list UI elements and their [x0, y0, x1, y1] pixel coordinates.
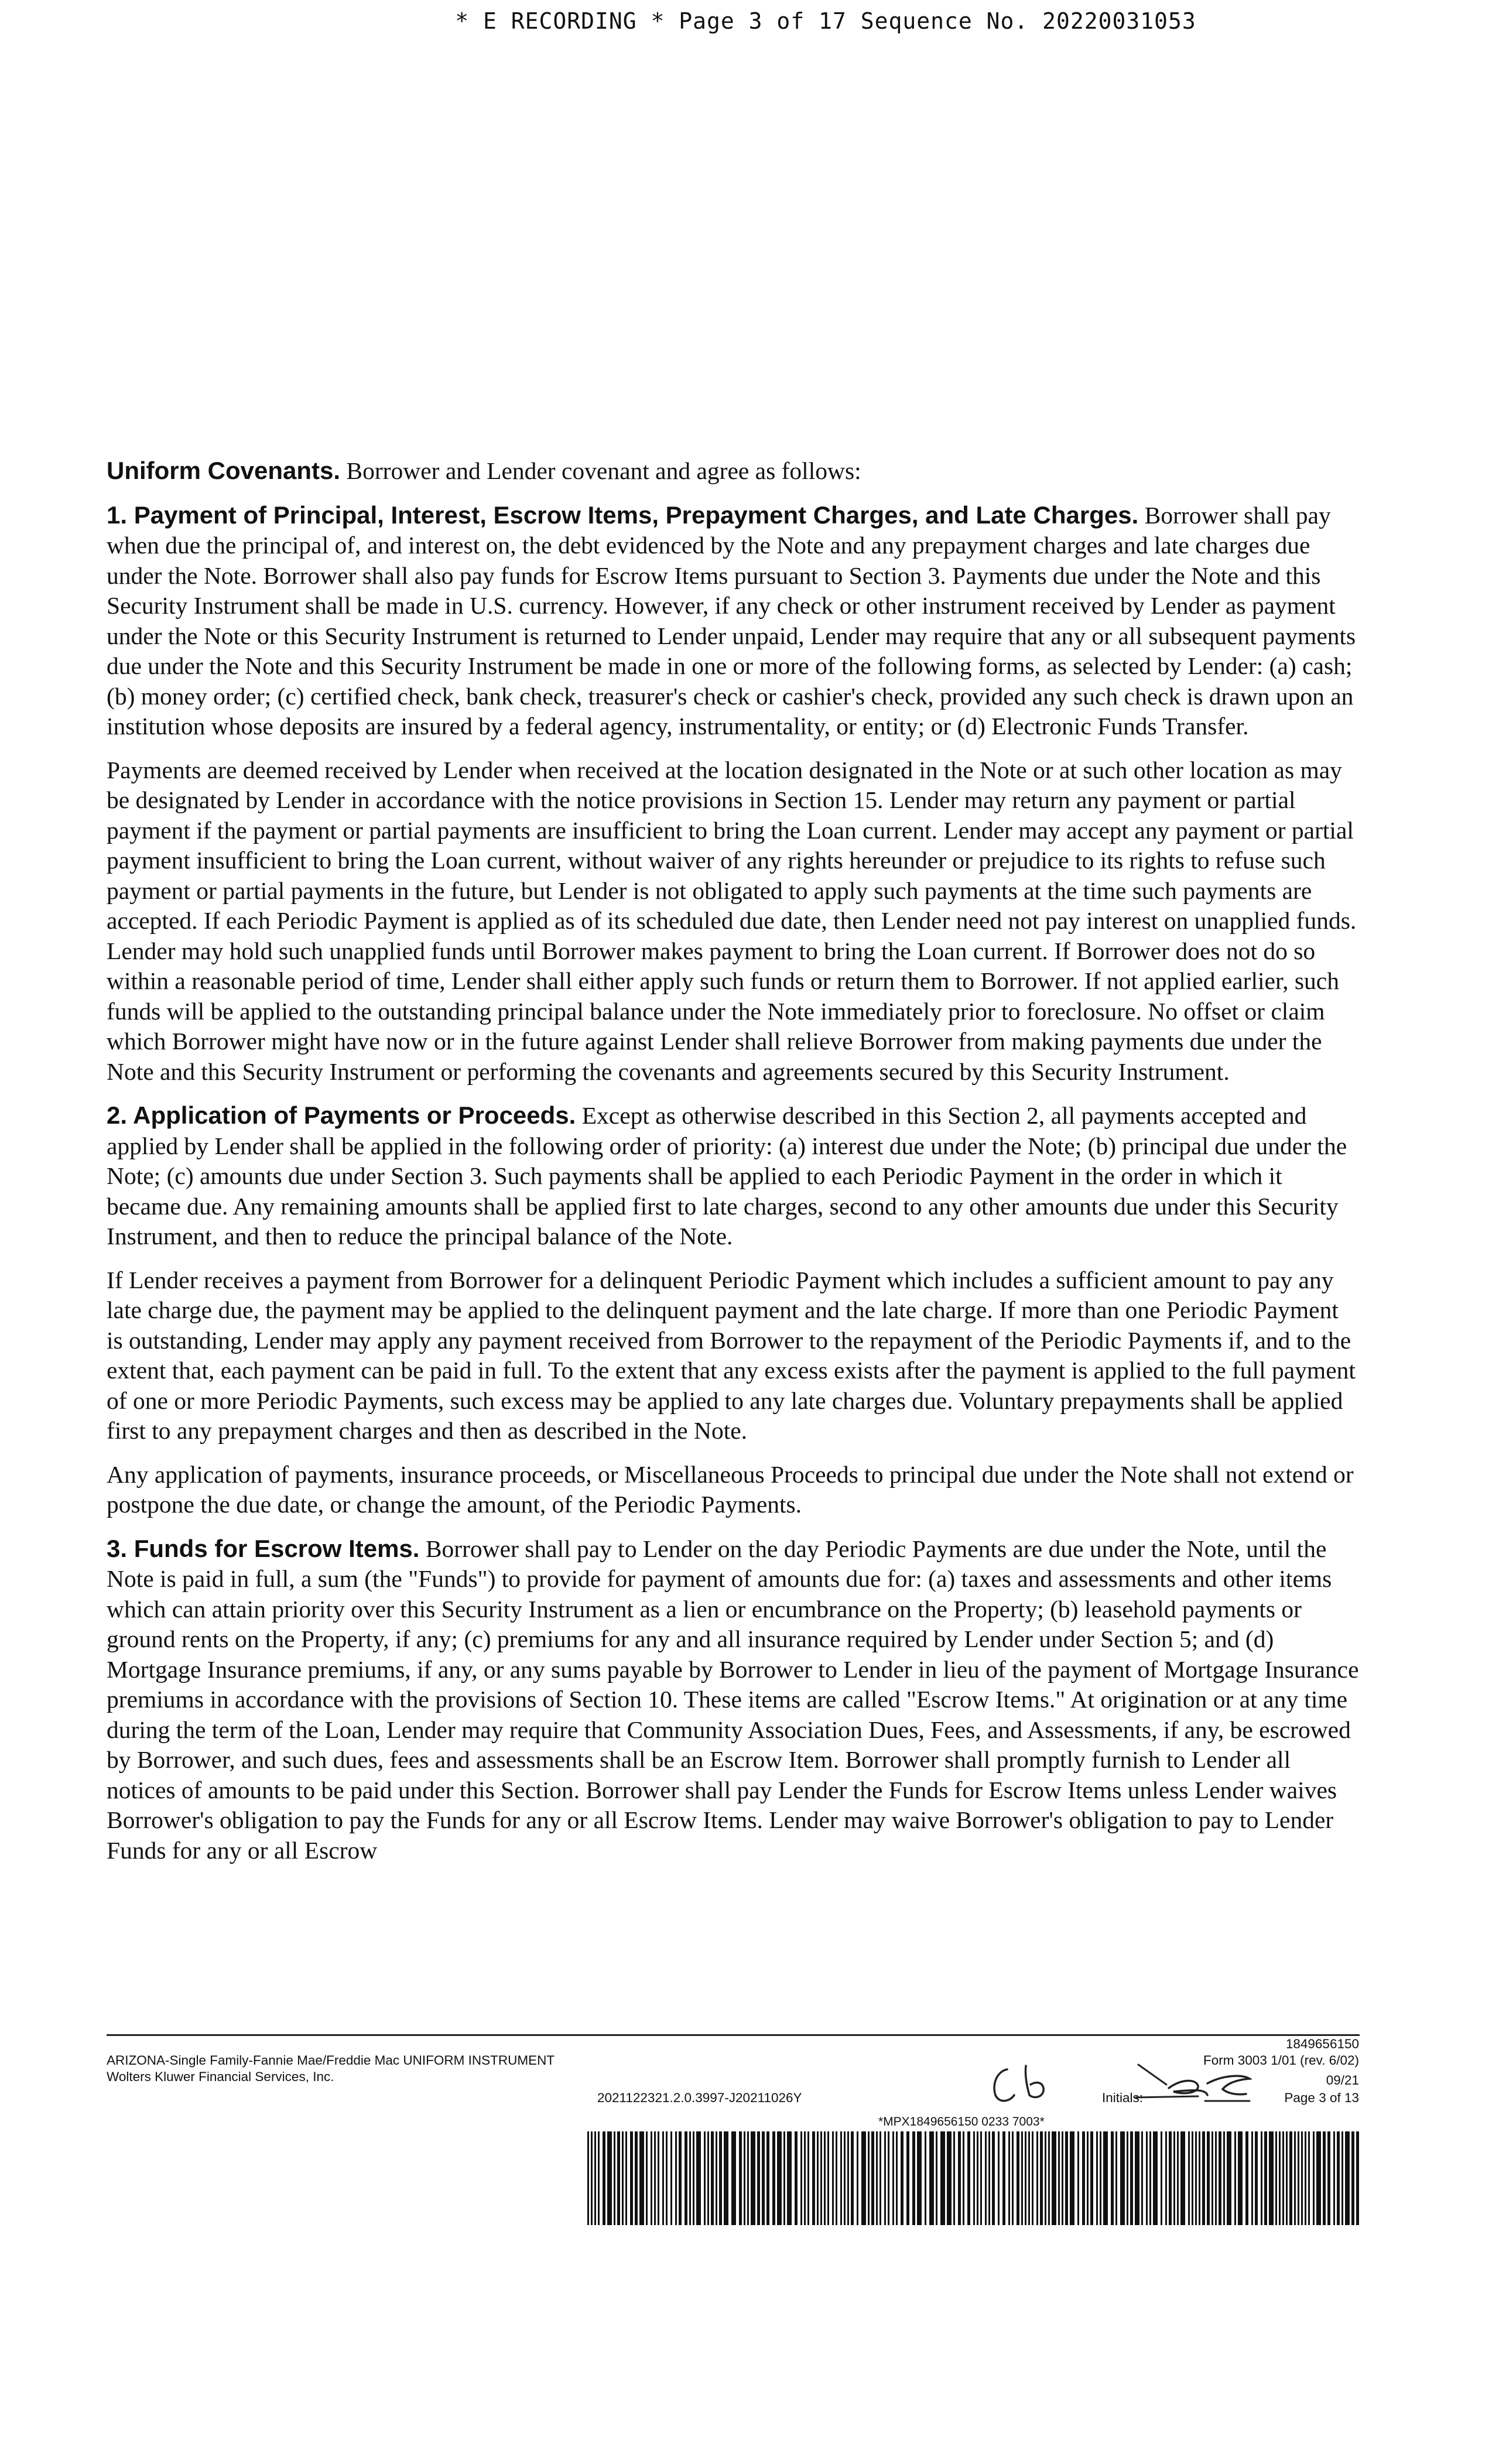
section-heading: Uniform Covenants.	[107, 457, 341, 484]
barcode-bar	[1082, 2131, 1085, 2225]
barcode-bar	[1245, 2131, 1248, 2225]
barcode-bar	[1065, 2131, 1068, 2225]
barcode-bar	[658, 2131, 659, 2225]
barcode-bar	[1173, 2131, 1175, 2225]
barcode-bar	[587, 2131, 589, 2225]
barcode-bar	[977, 2131, 978, 2225]
barcode-bar	[1308, 2131, 1310, 2225]
barcode-bar	[1045, 2131, 1046, 2225]
barcode-bar	[936, 2131, 937, 2225]
barcode-bar	[1323, 2131, 1326, 2225]
barcode-bar	[988, 2131, 990, 2225]
form-title: ARIZONA-Single Family-Fannie Mae/Freddie Mac UNIFORM INSTRUMENT	[107, 2053, 555, 2068]
barcode-bar	[929, 2131, 934, 2225]
barcode-bar	[1298, 2131, 1299, 2225]
barcode-bar	[1294, 2131, 1296, 2225]
barcode-bar	[787, 2131, 792, 2225]
barcode-bar	[1048, 2131, 1050, 2225]
barcode-bar	[662, 2131, 664, 2225]
barcode-bar	[1279, 2131, 1281, 2225]
barcode-bar	[1269, 2131, 1274, 2225]
barcode-bar	[1146, 2131, 1148, 2225]
barcode-bar	[857, 2131, 858, 2225]
barcode-bar	[1062, 2131, 1063, 2225]
barcode-bar	[651, 2131, 652, 2225]
initials-label: Initials:	[1102, 2090, 1144, 2105]
barcode-bar	[751, 2131, 755, 2225]
barcode-bar	[1333, 2131, 1335, 2225]
barcode-bar	[925, 2131, 926, 2225]
barcode-bar	[827, 2131, 829, 2225]
section-2-application	[107, 1100, 1360, 1252]
barcode-bar	[851, 2131, 854, 2225]
barcode-bar	[967, 2131, 970, 2225]
barcode-bar	[1032, 2131, 1033, 2225]
loan-number: 1849656150	[1285, 2037, 1359, 2051]
barcode-bar	[1238, 2131, 1243, 2225]
barcode-bar	[963, 2131, 964, 2225]
barcode-bar	[1234, 2131, 1236, 2225]
barcode-bar	[1165, 2131, 1167, 2225]
barcode-bar	[711, 2131, 714, 2225]
barcode-bar	[685, 2131, 687, 2225]
barcode-bar	[940, 2131, 945, 2225]
barcode-bar	[953, 2131, 955, 2225]
document-code: 2021122321.2.0.3997-J20211026Y	[597, 2090, 802, 2105]
barcode-bar	[607, 2131, 612, 2225]
barcode-bar	[1289, 2131, 1292, 2225]
barcode-bar	[1227, 2131, 1231, 2225]
barcode-bar	[1008, 2131, 1010, 2225]
section-heading: 3. Funds for Escrow Items.	[107, 1534, 420, 1562]
barcode-bar	[689, 2131, 691, 2225]
barcode-bar	[1341, 2131, 1343, 2225]
barcode-bar	[696, 2131, 701, 2225]
barcode-bar	[947, 2131, 952, 2225]
barcode-bar	[1202, 2131, 1205, 2225]
barcode-bar	[1058, 2131, 1060, 2225]
barcode-bar	[1345, 2131, 1350, 2225]
form-date: 09/21	[1326, 2073, 1359, 2087]
barcode-bar	[777, 2131, 782, 2225]
initials-signature-1	[984, 2061, 1060, 2108]
section-text: Borrower shall pay when due the principal of, and interest on, the debt evidenced by the Note and any prepayment charges and late charges due under the Note. Borrower shall also pay funds for Escrow Items pursuant to Section 3. Payments due under the Note and this Security Instrument shall be made in U.S. currency. However, if any check or other instrument received by Lender as payment under the Note or this Security Instrument is returned to Lender unpaid, Lender may require that any or all subsequent payments due under the Note and this Security Instrument be made in one or more of the following forms, as selected by Lender: (a) cash; (b) money order; (c) certified check, bank check, treasurer's check or cashier's check, provided any such check is drawn upon an institution whose deposits are insured by a federal agency, instrumentality, or entity; or (d) Electronic Funds Transfer.	[107, 501, 1356, 740]
barcode-bar	[1192, 2131, 1193, 2225]
barcode-bar	[807, 2131, 809, 2225]
barcode-bar	[1070, 2131, 1074, 2225]
barcode-bar	[1149, 2131, 1151, 2225]
barcode-bar	[973, 2131, 975, 2225]
barcode-bar	[1351, 2131, 1354, 2225]
barcode-bar	[1180, 2131, 1185, 2225]
barcode-bar	[1264, 2131, 1267, 2225]
barcode-bar	[747, 2131, 749, 2225]
barcode-bar	[744, 2131, 745, 2225]
barcode-bar	[1161, 2131, 1162, 2225]
section-2-paragraph-3	[107, 1460, 1360, 1520]
barcode-bar	[917, 2131, 922, 2225]
barcode-bar	[1012, 2131, 1014, 2225]
barcode-bar	[836, 2131, 837, 2225]
barcode-bar	[832, 2131, 834, 2225]
barcode-bar	[1286, 2131, 1288, 2225]
section-text: Except as otherwise described in this Section 2, all payments accepted and applied by Lender shall be applied in the following order of priority: (a) interest due under the Note; (b) principal due under the Note; (c) amounts due under Section 3. Such payments shall be applied to each Periodic Payment in the order in which it became due. Any remaining amounts shall be applied first to late charges, second to any other amounts due under this Security Instrument, and then to reduce the principal balance of the Note.	[107, 1102, 1347, 1250]
barcode-bar	[719, 2131, 722, 2225]
barcode-bar	[992, 2131, 995, 2225]
section-3-escrow	[107, 1534, 1360, 1866]
barcode-bar	[1096, 2131, 1098, 2225]
barcode-bar	[614, 2131, 615, 2225]
barcode-bar	[892, 2131, 894, 2225]
barcode-bar	[844, 2131, 846, 2225]
form-number: Form 3003 1/01 (rev. 6/02)	[1203, 2053, 1359, 2068]
barcode-bar	[1120, 2131, 1125, 2225]
barcode-bar	[800, 2131, 802, 2225]
barcode-bar	[1251, 2131, 1253, 2225]
barcode-bar	[1223, 2131, 1225, 2225]
barcode-bar	[1141, 2131, 1143, 2225]
barcode-bar	[1127, 2131, 1128, 2225]
barcode-bar	[1337, 2131, 1340, 2225]
barcode-text: *MPX1849656150 0233 7003*	[878, 2115, 1045, 2128]
barcode-bar	[1021, 2131, 1023, 2225]
barcode-bar	[1313, 2131, 1315, 2225]
barcode-bar	[693, 2131, 694, 2225]
barcode-bar	[1275, 2131, 1277, 2225]
barcode-bar	[1115, 2131, 1117, 2225]
barcode-bar	[704, 2131, 706, 2225]
recording-header: * E RECORDING * Page 3 of 17 Sequence No. 20220031053	[455, 8, 1196, 34]
barcode-bar	[1316, 2131, 1321, 2225]
barcode-bar	[906, 2131, 909, 2225]
barcode-bar	[879, 2131, 881, 2225]
barcode-bar	[861, 2131, 866, 2225]
barcode-bar	[1100, 2131, 1101, 2225]
barcode-bar	[1036, 2131, 1038, 2225]
barcode-bar	[679, 2131, 682, 2225]
barcode-bar	[1215, 2131, 1217, 2225]
barcode-bar	[1356, 2131, 1359, 2225]
barcode-bar	[724, 2131, 728, 2225]
barcode-bar	[1261, 2131, 1262, 2225]
document-body	[107, 456, 1360, 1879]
section-text: Borrower and Lender covenant and agree as follows:	[340, 457, 861, 484]
barcode-bar	[1282, 2131, 1284, 2225]
barcode-bar	[912, 2131, 915, 2225]
barcode-bar	[1177, 2131, 1179, 2225]
barcode-bar	[1153, 2131, 1158, 2225]
barcode-bar	[871, 2131, 874, 2225]
barcode-bar	[716, 2131, 717, 2225]
initials-signature-2	[1135, 2061, 1252, 2108]
barcode-bar	[1169, 2131, 1172, 2225]
barcode-bar	[739, 2131, 742, 2225]
barcode-bar	[1211, 2131, 1213, 2225]
barcode-bar	[795, 2131, 798, 2225]
barcode-bar	[1207, 2131, 1210, 2225]
barcode-bar	[980, 2131, 982, 2225]
barcode-bar	[1255, 2131, 1258, 2225]
barcode-bar	[646, 2131, 648, 2225]
barcode-bar	[1090, 2131, 1093, 2225]
barcode-bar	[762, 2131, 765, 2225]
barcode-bar	[1103, 2131, 1108, 2225]
barcode-bar	[707, 2131, 709, 2225]
page-number: Page 3 of 13	[1284, 2090, 1359, 2105]
barcode-bar	[1052, 2131, 1056, 2225]
barcode-bar	[731, 2131, 736, 2225]
barcode	[587, 2131, 1359, 2225]
barcode-bar	[1077, 2131, 1079, 2225]
barcode-bar	[630, 2131, 633, 2225]
barcode-bar	[1305, 2131, 1306, 2225]
barcode-bar	[766, 2131, 769, 2225]
section-2-paragraph-2	[107, 1265, 1360, 1446]
barcode-bar	[772, 2131, 775, 2225]
barcode-bar	[1199, 2131, 1200, 2225]
barcode-bar	[998, 2131, 1000, 2225]
section-heading: 2. Application of Payments or Proceeds.	[107, 1101, 576, 1129]
barcode-bar	[675, 2131, 677, 2225]
barcode-bar	[985, 2131, 987, 2225]
barcode-bar	[868, 2131, 870, 2225]
barcode-bar	[1130, 2131, 1133, 2225]
barcode-bar	[591, 2131, 593, 2225]
barcode-bar	[1195, 2131, 1197, 2225]
barcode-bar	[1111, 2131, 1114, 2225]
barcode-bar	[1028, 2131, 1030, 2225]
barcode-bar	[876, 2131, 878, 2225]
barcode-bar	[1188, 2131, 1190, 2225]
barcode-bar	[896, 2131, 898, 2225]
barcode-bar	[598, 2131, 600, 2225]
barcode-bar	[757, 2131, 760, 2225]
barcode-bar	[812, 2131, 815, 2225]
barcode-bar	[783, 2131, 785, 2225]
barcode-bar	[840, 2131, 842, 2225]
barcode-bar	[625, 2131, 627, 2225]
barcode-bar	[824, 2131, 826, 2225]
barcode-bar	[1087, 2131, 1089, 2225]
barcode-bar	[1219, 2131, 1221, 2225]
barcode-bar	[594, 2131, 596, 2225]
section-heading: 1. Payment of Principal, Interest, Escrow Items, Prepayment Charges, and Late Charges.	[107, 501, 1139, 529]
barcode-bar	[603, 2131, 605, 2225]
barcode-bar	[670, 2131, 672, 2225]
barcode-bar	[804, 2131, 806, 2225]
barcode-bar	[820, 2131, 822, 2225]
section-uniform-covenants	[107, 456, 1360, 487]
barcode-bar	[884, 2131, 886, 2225]
barcode-bar	[1327, 2131, 1330, 2225]
section-text: If Lender receives a payment from Borrower for a delinquent Periodic Payment which includes a sufficient amount to pay any late charge due, the payment may be applied to the delinquent payment and the late charge. If more than one Periodic Payment is outstanding, Lender may apply any payment received from Borrower to the repayment of the Periodic Payments if, and to the extent that, each payment can be paid in full. To the extent that any excess exists after the payment is applied to the full payment of one or more Periodic Payments, such excess may be applied to any late charges due. Voluntary prepayments shall be applied first to any prepayment charges and then as described in the Note.	[107, 1266, 1356, 1444]
barcode-bar	[622, 2131, 624, 2225]
section-text: Borrower shall pay to Lender on the day Periodic Payments are due under the Note, until the Note is paid in full, a sum (the "Funds") to provide for payment of amounts due for: (a) taxes and assessments and other items which can attain priority over this Security Instrument as a lien or encumbrance on the Property; (b) leasehold payments or ground rents on the Property, if any; (c) premiums for any and all insurance required by Lender under Section 5; and (d) Mortgage Insurance premiums, if any, or any sums payable by Borrower to Lender in lieu of the payment of Mortgage Insurance premiums in accordance with the provisions of Section 10. These items are called "Escrow Items." At origination or at any time during the term of the Loan, Lender may require that Community Association Dues, Fees, and Assessments, if any, be escrowed by Borrower, and such dues, fees and assessments shall be an Escrow Item. Borrower shall promptly furnish to Lender all notices of amounts to be paid under this Section. Borrower shall pay Lender the Funds for Escrow Items unless Lender waives Borrower's obligation to pay the Funds for any or all Escrow Items. Lender may waive Borrower's obligation to pay to Lender Funds for any or all Escrow	[107, 1535, 1359, 1864]
barcode-bar	[1025, 2131, 1026, 2225]
footer-rule	[107, 2034, 1360, 2036]
barcode-bar	[617, 2131, 620, 2225]
section-text: Payments are deemed received by Lender when received at the location designated in the Note or at such other location as may be designated by Lender in accordance with the notice provisions in Section 15. Lender may return any payment or partial payment if the payment or partial payments are insufficient to bring the Loan current. Lender may accept any payment or partial payment insufficient to bring the Loan current, without waiver of any rights hereunder or prejudice to its rights to refuse such payment or partial payments in the future, but Lender is not obligated to apply such payments at the time such payments are accepted. If each Periodic Payment is applied as of its scheduled due date, then Lender need not pay interest on unapplied funds. Lender may hold such unapplied funds until Borrower makes payment to bring the Loan current. If Borrower does not do so within a reasonable period of time, Lender shall either apply such funds or return them to Borrower. If not applied earlier, such funds will be applied to the outstanding principal balance under the Note immediately prior to foreclosure. No offset or claim which Borrower might have now or in the future against Lender shall relieve Borrower from making payments due under the Note and this Security Instrument or performing the covenants and agreements secured by this Security Instrument.	[107, 756, 1357, 1085]
barcode-bar	[1301, 2131, 1303, 2225]
section-1-paragraph-2	[107, 755, 1360, 1087]
barcode-bar	[888, 2131, 889, 2225]
barcode-bar	[958, 2131, 961, 2225]
barcode-bar	[1135, 2131, 1139, 2225]
section-text: Any application of payments, insurance proceeds, or Miscellaneous Proceeds to principal due under the Note shall not extend or postpone the due date, or change the amount, of the Periodic Payments.	[107, 1460, 1354, 1518]
section-1-payment	[107, 500, 1360, 742]
barcode-bar	[1017, 2131, 1019, 2225]
barcode-bar	[666, 2131, 668, 2225]
barcode-bar	[847, 2131, 849, 2225]
barcode-bar	[635, 2131, 638, 2225]
barcode-bar	[639, 2131, 644, 2225]
publisher: Wolters Kluwer Financial Services, Inc.	[107, 2069, 334, 2084]
barcode-bar	[901, 2131, 903, 2225]
barcode-bar	[1040, 2131, 1043, 2225]
barcode-bar	[654, 2131, 656, 2225]
barcode-bar	[1002, 2131, 1005, 2225]
barcode-bar	[817, 2131, 819, 2225]
